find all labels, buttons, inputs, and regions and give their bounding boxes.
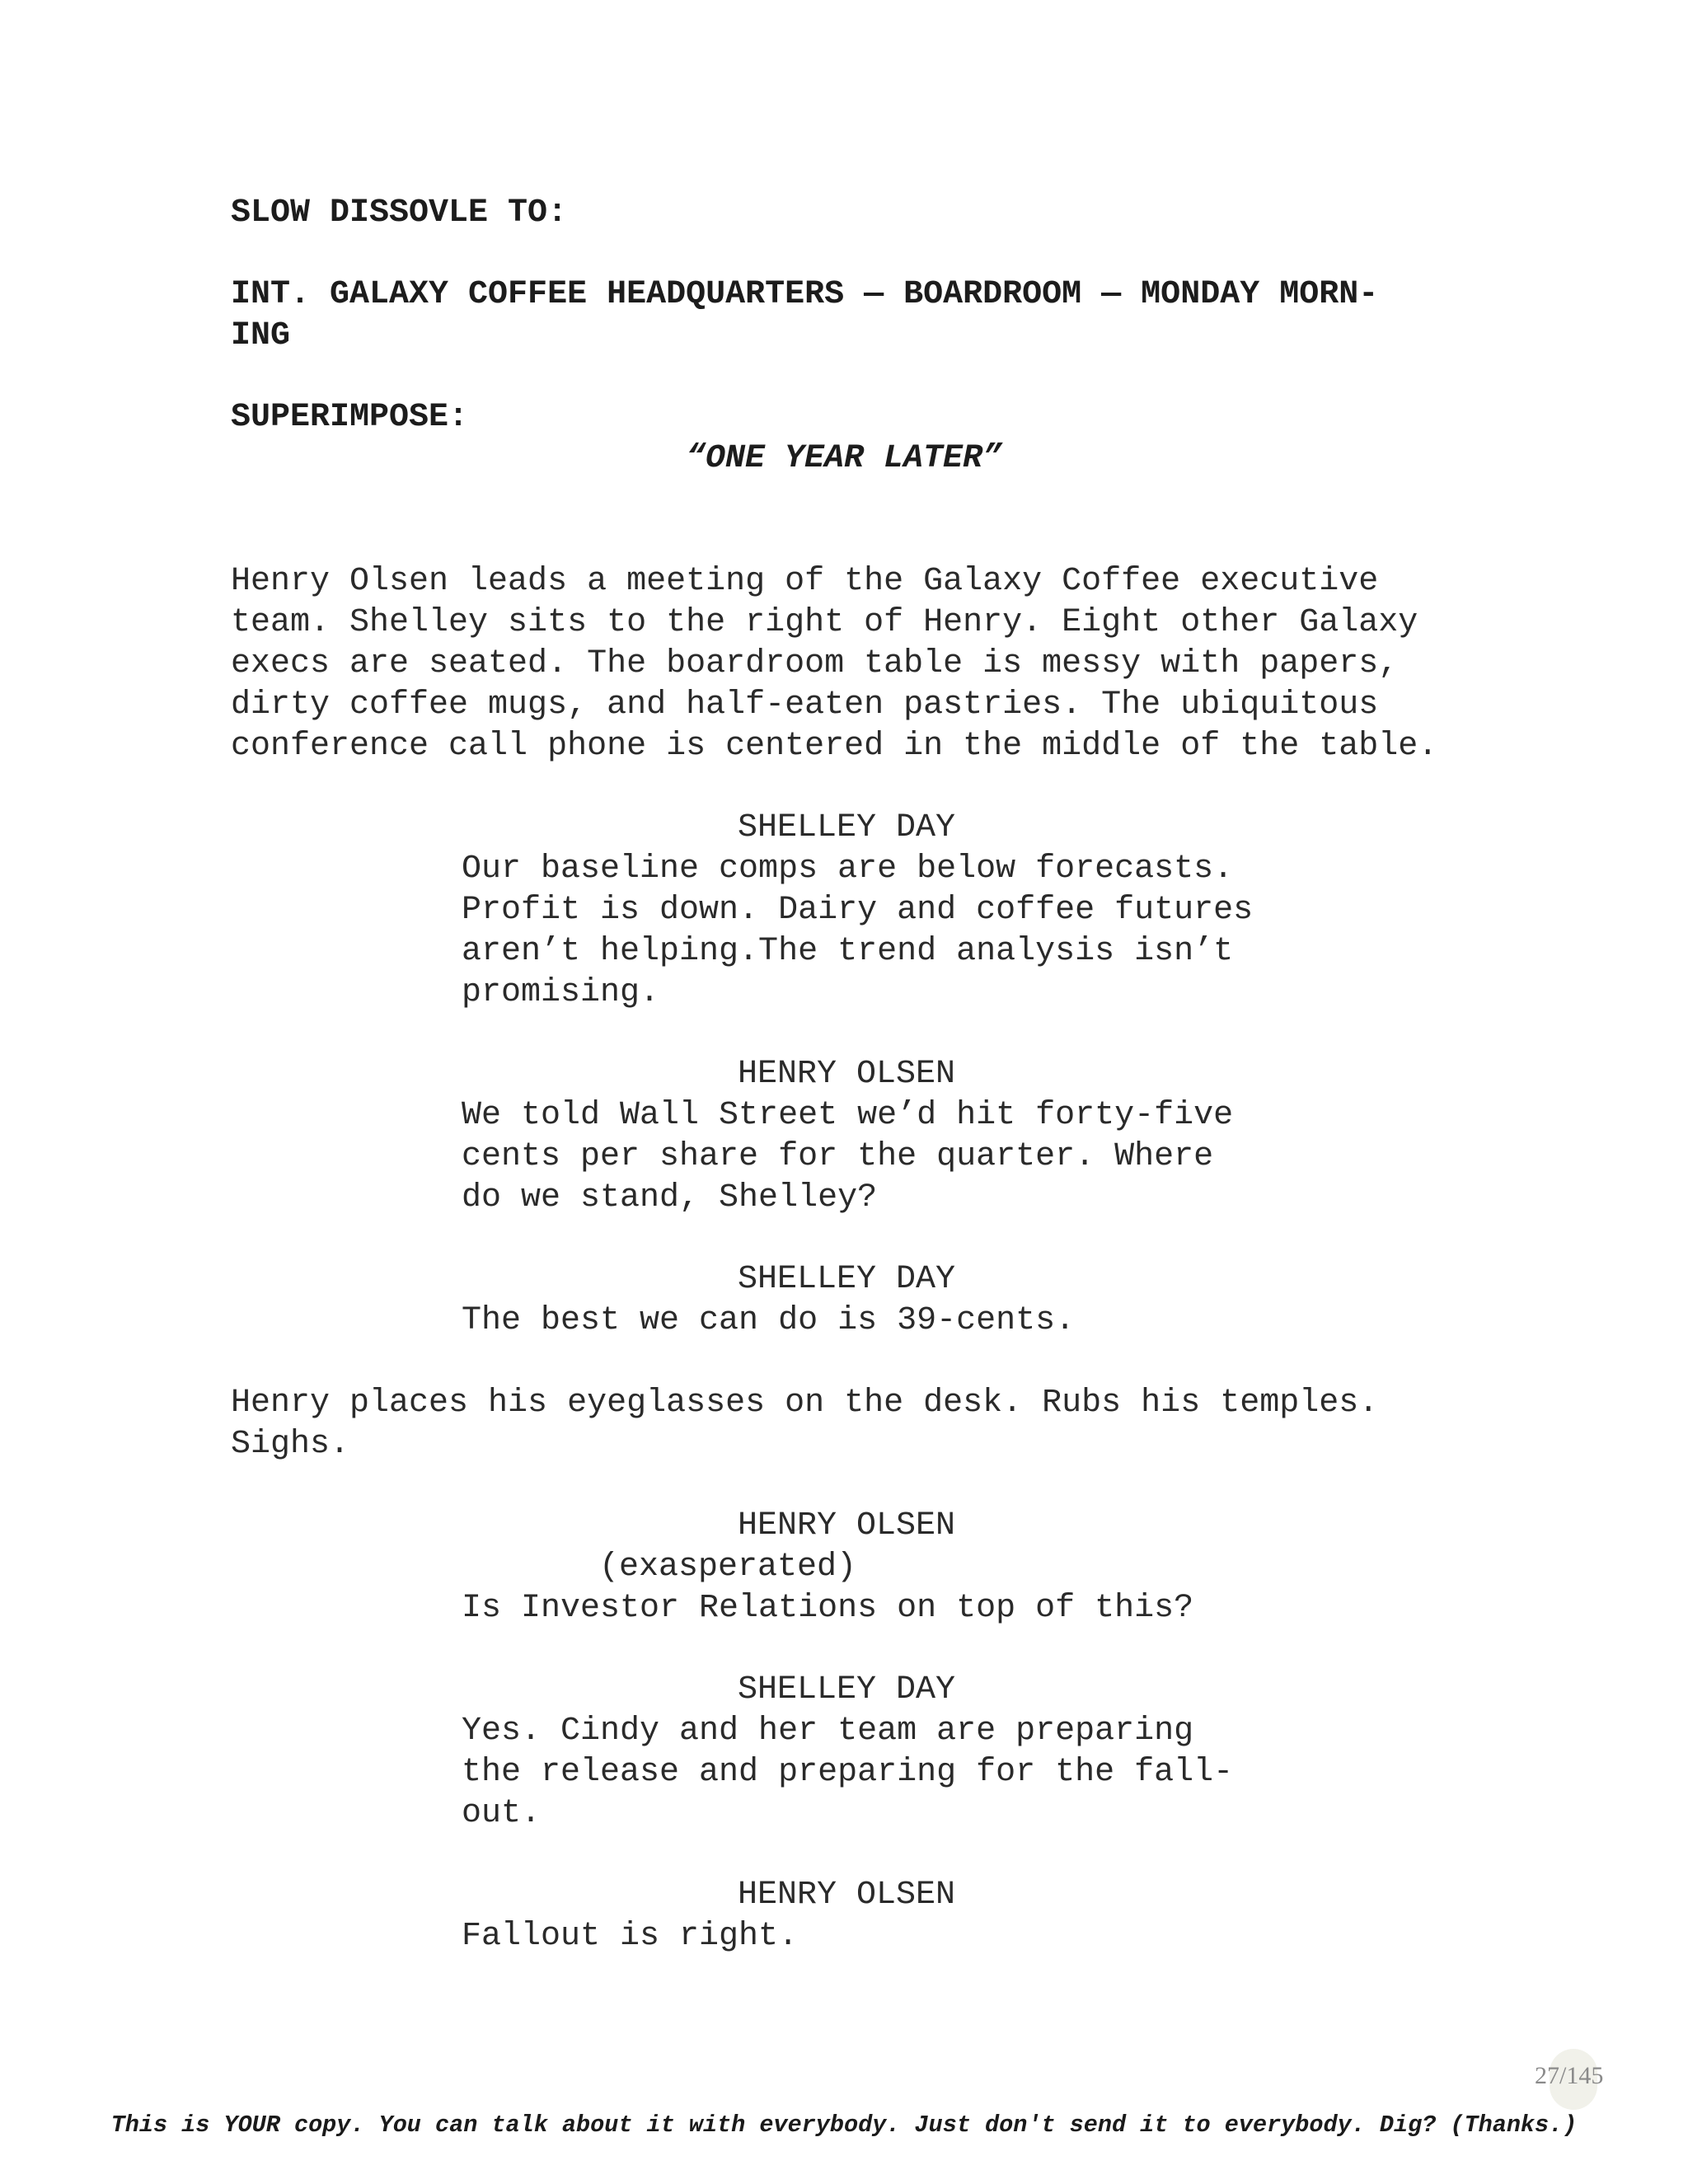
transition: SLOW DISSOVLE TO:: [231, 194, 568, 232]
action-line: dirty coffee mugs, and half-eaten pastries. The ubiquitous: [231, 687, 1379, 724]
action-line: Henry Olsen leads a meeting of the Galaxy Coffee executive: [231, 563, 1379, 600]
character-name: HENRY OLSEN: [738, 1056, 956, 1093]
dialogue-line: Is Investor Relations on top of this?: [462, 1590, 1194, 1627]
action-line: Sighs.: [231, 1426, 350, 1463]
footer-notice: This is YOUR copy. You can talk about it with everybody. Just don't send it to everybody. Dig? (Thanks.): [110, 2111, 1578, 2139]
dialogue-line: We told Wall Street we’d hit forty-five: [462, 1097, 1234, 1134]
character-name: SHELLEY DAY: [738, 1261, 956, 1298]
character-name: HENRY OLSEN: [738, 1877, 956, 1914]
dialogue-line: the release and preparing for the fall-: [462, 1754, 1234, 1791]
dialogue-line: do we stand, Shelley?: [462, 1179, 878, 1216]
dialogue-line: Profit is down. Dairy and coffee futures: [462, 892, 1254, 929]
character-name: HENRY OLSEN: [738, 1507, 956, 1544]
scene-heading-line-1: INT. GALAXY COFFEE HEADQUARTERS — BOARDROOM — MONDAY MORN-: [231, 276, 1379, 313]
dialogue-line: Yes. Cindy and her team are preparing: [462, 1713, 1194, 1750]
action-line: team. Shelley sits to the right of Henry. Eight other Galaxy: [231, 604, 1418, 641]
dialogue-line: promising.: [462, 974, 660, 1011]
dialogue-line: Fallout is right.: [462, 1918, 799, 1955]
dialogue-line: cents per share for the quarter. Where: [462, 1138, 1214, 1175]
page-number: 27/145: [1535, 2062, 1604, 2089]
dialogue-line: out.: [462, 1795, 542, 1832]
action-line: execs are seated. The boardroom table is messy with papers,: [231, 645, 1399, 682]
dialogue-line: Our baseline comps are below forecasts.: [462, 851, 1234, 888]
dialogue-line: The best we can do is 39-cents.: [462, 1302, 1076, 1339]
character-name: SHELLEY DAY: [738, 1671, 956, 1708]
action-line: Henry places his eyeglasses on the desk. Rubs his temples.: [231, 1385, 1379, 1422]
parenthetical: (exasperated): [599, 1549, 857, 1586]
superimpose-text: “ONE YEAR LATER”: [685, 440, 1003, 477]
dialogue-line: aren’t helping.The trend analysis isn’t: [462, 933, 1234, 970]
character-name: SHELLEY DAY: [738, 809, 956, 846]
superimpose-label: SUPERIMPOSE:: [231, 399, 469, 436]
scene-heading-line-2: ING: [231, 317, 291, 354]
action-line: conference call phone is centered in the middle of the table.: [231, 728, 1438, 765]
